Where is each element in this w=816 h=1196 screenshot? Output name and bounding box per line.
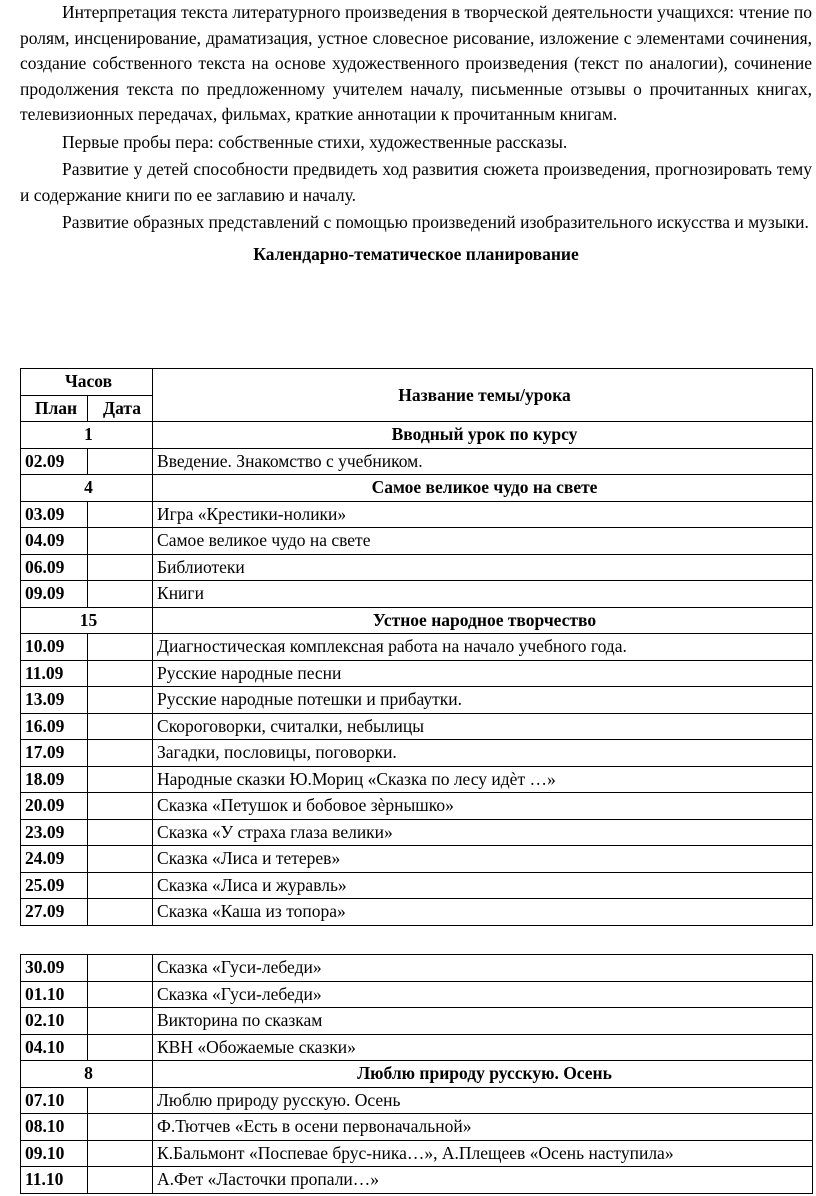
actual-date-cell [88, 1140, 153, 1167]
lesson-name-cell: К.Бальмонт «Поспевае брус-ника…», А.Плещеев «Осень наступила» [153, 1140, 813, 1167]
section-title: Самое великое чудо на свете [153, 475, 813, 502]
lesson-name-cell: Скороговорки, считалки, небылицы [153, 713, 813, 740]
table-row [21, 1087, 813, 1114]
section-row [21, 422, 813, 449]
actual-date-cell [88, 819, 153, 846]
actual-date-cell [88, 687, 153, 714]
section-hours: 8 [21, 1061, 153, 1088]
table-row [21, 846, 813, 873]
actual-date-cell [88, 740, 153, 767]
table-row [21, 528, 813, 555]
table-row [21, 899, 813, 926]
lesson-name-cell: Библиотеки [153, 554, 813, 581]
lesson-name-cell: Русские народные песни [153, 660, 813, 687]
lesson-name-cell: Игра «Крестики-нолики» [153, 501, 813, 528]
lesson-name-cell: Введение. Знакомство с учебником. [153, 448, 813, 475]
lesson-name-cell: КВН «Обожаемые сказки» [153, 1034, 813, 1061]
table-row [21, 501, 813, 528]
actual-date-cell [88, 846, 153, 873]
lesson-name-cell: Сказка «У страха глаза велики» [153, 819, 813, 846]
lesson-name-cell: Сказка «Каша из топора» [153, 899, 813, 926]
table-row [21, 1008, 813, 1035]
table-row [21, 1140, 813, 1167]
actual-date-cell [88, 899, 153, 926]
table-row [21, 1167, 813, 1194]
plan-date-cell: 08.10 [21, 1114, 88, 1141]
plan-date-cell: 06.09 [21, 554, 88, 581]
plan-date-cell: 09.09 [21, 581, 88, 608]
table-row [21, 766, 813, 793]
table-row [21, 581, 813, 608]
actual-date-cell [88, 554, 153, 581]
plan-date-cell: 13.09 [21, 687, 88, 714]
actual-date-cell [88, 1008, 153, 1035]
lesson-name-cell: Викторина по сказкам [153, 1008, 813, 1035]
actual-date-cell [88, 1087, 153, 1114]
plan-date-cell: 20.09 [21, 793, 88, 820]
plan-date-cell: 03.09 [21, 501, 88, 528]
page-title: Календарно-тематическое планирование [253, 243, 579, 264]
actual-date-cell [88, 501, 153, 528]
table-row [21, 554, 813, 581]
table-header-row [21, 369, 813, 396]
plan-date-cell: 04.10 [21, 1034, 88, 1061]
plan-date-cell: 24.09 [21, 846, 88, 873]
table-row [21, 634, 813, 661]
section-hours: 4 [21, 475, 153, 502]
actual-date-cell [88, 634, 153, 661]
lesson-name-cell: Народные сказки Ю.Мориц «Сказка по лесу идѐт …» [153, 766, 813, 793]
planning-table [20, 368, 813, 926]
planning-table-continued [20, 954, 813, 1194]
lesson-name-cell: Сказка «Лиса и журавль» [153, 872, 813, 899]
table-row [21, 793, 813, 820]
section-title: Устное народное творчество [153, 607, 813, 634]
section-row [21, 607, 813, 634]
table-row [21, 713, 813, 740]
plan-date-cell: 16.09 [21, 713, 88, 740]
table-row [21, 448, 813, 475]
lesson-name-cell: Сказка «Гуси-лебеди» [153, 955, 813, 982]
topic-header: Название темы/урока [153, 369, 813, 422]
table-row [21, 955, 813, 982]
section-row [21, 475, 813, 502]
lesson-name-cell: Сказка «Петушок и бобовое зѐрнышко» [153, 793, 813, 820]
table-row [21, 740, 813, 767]
lesson-name-cell: Сказка «Лиса и тетерев» [153, 846, 813, 873]
paragraph-plot-prediction: Развитие у детей способности предвидеть ход развития сюжета произведения, прогнозировать тему и содержание книги по ее заглавию и началу. [20, 159, 812, 205]
lesson-name-cell: Ф.Тютчев «Есть в осени первоначальной» [153, 1114, 813, 1141]
lesson-name-cell: Самое великое чудо на свете [153, 528, 813, 555]
table-row [21, 1034, 813, 1061]
plan-date-cell: 04.09 [21, 528, 88, 555]
table-row [21, 1114, 813, 1141]
table-row [21, 872, 813, 899]
plan-date-cell: 02.09 [21, 448, 88, 475]
lesson-name-cell: Русские народные потешки и прибаутки. [153, 687, 813, 714]
paragraph-imagery: Развитие образных представлений с помощью произведений изобразительного искусства и музыки. [62, 212, 809, 232]
actual-date-cell [88, 1114, 153, 1141]
plan-date-cell: 07.10 [21, 1087, 88, 1114]
section-title: Вводный урок по курсу [153, 422, 813, 449]
actual-date-cell [88, 793, 153, 820]
table-row [21, 981, 813, 1008]
plan-date-cell: 17.09 [21, 740, 88, 767]
actual-date-cell [88, 660, 153, 687]
plan-date-cell: 11.09 [21, 660, 88, 687]
plan-date-cell: 10.09 [21, 634, 88, 661]
actual-date-cell [88, 448, 153, 475]
section-hours: 1 [21, 422, 153, 449]
plan-date-cell: 18.09 [21, 766, 88, 793]
hours-header: Часов [21, 369, 153, 396]
paragraph-interpretation: Интерпретация текста литературного произведения в творческой деятельности учащихся: чтение по ролям, инсценирование, драматизация, устное словесное рисование, изложение с элементами сочинения, создание собственного текста на основе художественного произведения (текст по аналогии), сочинение продолжения текста по предложенному учителем началу, письменные отзывы о прочитанных книгах, телевизионных передачах, фильмах, краткие аннотации к прочитанным книгам. [20, 2, 812, 124]
lesson-name-cell: А.Фет «Ласточки пропали…» [153, 1167, 813, 1194]
paragraph-first-tries: Первые пробы пера: собственные стихи, художественные рассказы. [62, 131, 568, 152]
plan-date-cell: 09.10 [21, 1140, 88, 1167]
plan-date-cell: 01.10 [21, 981, 88, 1008]
lesson-name-cell: Диагностическая комплексная работа на начало учебного года. [153, 634, 813, 661]
actual-date-cell [88, 1034, 153, 1061]
lesson-name-cell: Сказка «Гуси-лебеди» [153, 981, 813, 1008]
section-hours: 15 [21, 607, 153, 634]
actual-date-cell [88, 955, 153, 982]
lesson-name-cell: Загадки, пословицы, поговорки. [153, 740, 813, 767]
actual-date-cell [88, 581, 153, 608]
date-header: Дата [88, 395, 153, 422]
plan-header: План [21, 395, 88, 422]
actual-date-cell [88, 981, 153, 1008]
actual-date-cell [88, 1167, 153, 1194]
section-row [21, 1061, 813, 1088]
plan-date-cell: 11.10 [21, 1167, 88, 1194]
document-page [20, 0, 812, 267]
table-row [21, 660, 813, 687]
actual-date-cell [88, 872, 153, 899]
actual-date-cell [88, 713, 153, 740]
section-title: Люблю природу русскую. Осень [153, 1061, 813, 1088]
actual-date-cell [88, 528, 153, 555]
plan-date-cell: 25.09 [21, 872, 88, 899]
table-row [21, 819, 813, 846]
plan-date-cell: 02.10 [21, 1008, 88, 1035]
table-row [21, 687, 813, 714]
plan-date-cell: 30.09 [21, 955, 88, 982]
actual-date-cell [88, 766, 153, 793]
plan-date-cell: 27.09 [21, 899, 88, 926]
lesson-name-cell: Книги [153, 581, 813, 608]
plan-date-cell: 23.09 [21, 819, 88, 846]
lesson-name-cell: Люблю природу русскую. Осень [153, 1087, 813, 1114]
